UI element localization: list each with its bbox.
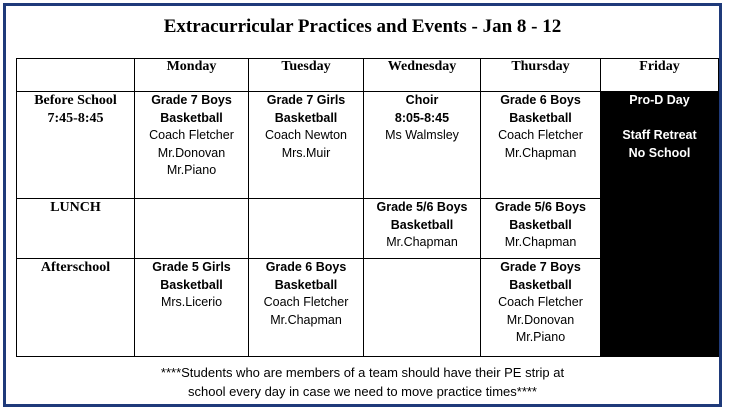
day-header-wednesday: Wednesday [364,59,481,92]
activity-name: Grade 7 Boys [500,260,581,274]
schedule-cell-mon-lunch [135,199,249,259]
day-header-tuesday: Tuesday [249,59,364,92]
corner-cell [17,59,135,92]
row-label-afterschool [17,259,135,357]
schedule-cell-wed-after [364,259,481,357]
footnote-line: school every day in case we need to move practice times**** [187,384,537,399]
supervisor-name: Mr.Chapman [270,312,342,327]
activity-type: Basketball [509,110,572,125]
supervisor-name: Coach Fletcher [498,295,583,309]
friday-pro-d-day: Pro-D Day [629,93,690,107]
table-row [17,92,719,199]
schedule-cell-thu-after [481,259,601,357]
activity-type: Basketball [160,110,223,125]
day-header-thursday: Thursday [481,59,601,92]
supervisor-name: Mr.Piano [515,330,566,344]
activity-name: Grade 5/6 Boys [494,200,586,214]
supervisor-name: Coach Fletcher [149,128,234,142]
supervisor-name: Mr.Chapman [386,235,458,249]
team-strip-footnote [6,363,719,401]
supervisor-name: Ms Walmsley [385,128,459,142]
schedule-cell-tue-before [249,92,364,199]
schedule-cell-wed-lunch [364,199,481,259]
activity-name: Grade 7 Girls [266,93,346,107]
activity-name: Grade 5 Girls [152,260,231,274]
activity-type: Basketball [274,277,338,292]
row-label-before-school [17,92,135,199]
supervisor-name: Mr.Donovan [506,312,575,327]
schedule-cell-mon-after [135,259,249,357]
day-header-monday: Monday [135,59,249,92]
activity-type: Basketball [509,217,572,232]
supervisor-name: Mrs.Licerio [160,295,223,309]
schedule-cell-thu-before [481,92,601,199]
supervisor-name: Mrs.Muir [281,145,331,160]
friday-staff-retreat: Staff Retreat [622,128,697,142]
schedule-cell-tue-lunch [249,199,364,259]
schedule-frame [3,3,722,407]
activity-name: Grade 6 Boys [265,260,347,274]
header-row [17,59,719,92]
footnote-line: ****Students who are members of a team should have their PE strip at [160,365,565,380]
activity-name: Grade 5/6 Boys [376,200,468,214]
activity-name: Grade 7 Boys [151,93,232,107]
supervisor-name: Mr.Donovan [157,145,226,160]
schedule-cell-thu-lunch [481,199,601,259]
supervisor-name: Mr.Chapman [504,145,577,160]
activity-name: Grade 6 Boys [500,93,581,107]
schedule-cell-wed-before [364,92,481,199]
page-title: Extracurricular Practices and Events - Jan 8 - 12 [163,16,562,37]
activity-time: 8:05-8:45 [394,110,450,125]
day-header-friday: Friday [601,59,719,92]
activity-type: Basketball [274,110,338,125]
friday-closure-cell [601,92,719,357]
supervisor-name: Mr.Chapman [504,235,577,249]
activity-name: Choir [405,93,439,107]
schedule-cell-mon-before [135,92,249,199]
row-label-line: Before School [34,93,117,108]
row-label-line: LUNCH [50,200,101,215]
supervisor-name: Coach Fletcher [498,128,583,142]
schedule-table [16,58,719,357]
row-label-line: Afterschool [40,260,111,275]
row-label-lunch [17,199,135,259]
activity-type: Basketball [390,217,454,232]
activity-type: Basketball [160,277,223,292]
supervisor-name: Coach Fletcher [263,295,349,309]
activity-type: Basketball [509,277,572,292]
supervisor-name: Mr.Piano [166,163,217,177]
supervisor-name: Coach Newton [265,128,347,142]
friday-no-school: No School [628,145,691,160]
row-label-time: 7:45-8:45 [47,111,104,126]
schedule-cell-tue-after [249,259,364,357]
